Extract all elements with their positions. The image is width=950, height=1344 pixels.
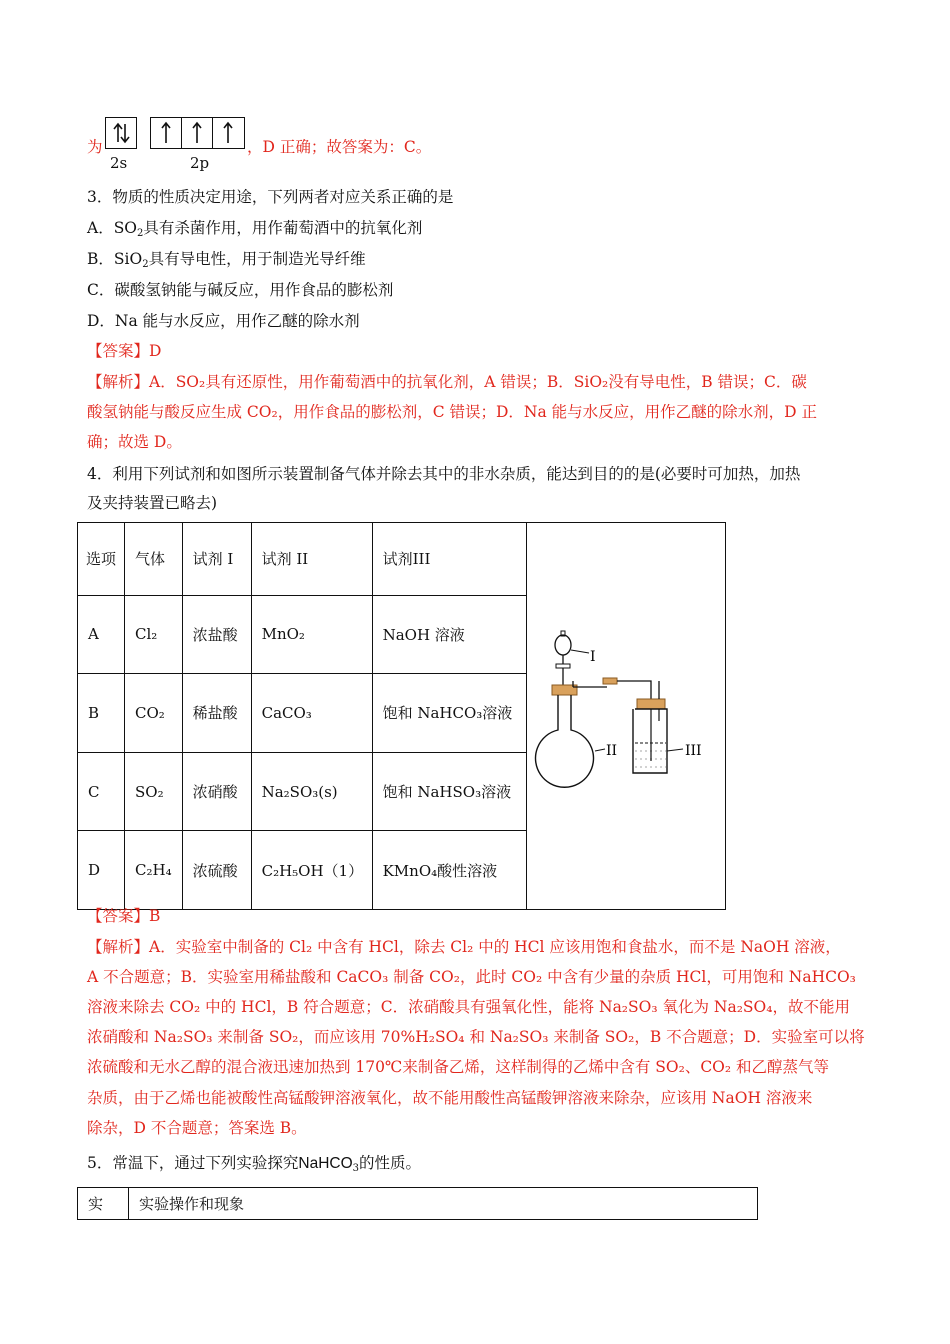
table-cell: 饱和 NaHSO₃溶液 [372,752,526,831]
table-cell: Na₂SO₃(s) [251,752,372,831]
q4-analysis-line: 溶液来除去 CO₂ 中的 HCl，B 符合题意；C．浓硝酸具有强氧化性，能将 Na₂SO₃ 氧化为 Na₂SO₄，故不能用 [87,998,850,1016]
table-cell: Cl₂ [125,595,183,674]
q4-analysis-line: 除杂，D 不合题意；答案选 B。 [87,1119,307,1137]
q3-option-a: A．$SO_2$具有杀菌作用，用作葡萄酒中的抗氧化剂 [87,219,423,239]
orbital-2p-box [150,117,245,149]
orbital-suffix: ，D 正确；故答案为：C。 [247,138,432,156]
paired-arrows-icon [106,118,136,148]
label-funnel: I [589,649,596,665]
table-cell: KMnO₄酸性溶液 [372,831,526,910]
orbital-2s-box [105,117,137,149]
table-cell: NaOH 溶液 [372,595,526,674]
table-cell: CO₂ [125,674,183,753]
table-cell: A [78,595,125,674]
q4-table [77,522,726,910]
q3-analysis-line: 确；故选 D。 [87,433,182,451]
q4-stem: 及夹持装置已略去) [87,494,218,512]
table-header: 气体 [125,523,183,596]
table-cell: C [78,752,125,831]
orbital-label-2p: 2p [190,154,210,172]
apparatus-diagram [527,523,725,905]
table-header-row [78,1188,758,1220]
q4-analysis-line: 【解析】A．实验室中制备的 Cl₂ 中含有 HCl，除去 Cl₂ 中的 HCl 应该用饱和食盐水，而不是 NaOH 溶液， [87,938,841,956]
table-cell: B [78,674,125,753]
table-header: 试剂 II [251,523,372,596]
orbital-label-2s: 2s [110,154,128,172]
table-header: 实 [78,1188,129,1220]
table-cell: C₂H₄ [125,831,183,910]
up-arrow-icon [151,118,182,148]
apparatus-diagram-cell [526,523,725,910]
table-header-row [78,523,726,596]
q3-analysis-line: 【解析】A．SO₂具有还原性，用作葡萄酒中的抗氧化剂，A 错误；B．SiO₂没有导电性，B 错误；C．碳 [87,373,807,391]
q3-analysis-line: 酸氢钠能与酸反应生成 CO₂，用作食品的膨松剂，C 错误；D．Na 能与水反应，用作乙醚的除水剂，D 正 [87,403,818,421]
table-header: 试剂III [372,523,526,596]
table-cell: 浓盐酸 [182,595,251,674]
label-flask: II [605,743,617,759]
q4-analysis-line: 杂质，由于乙烯也能被酸性高锰酸钾溶液氧化，故不能用酸性高锰酸钾溶液来除杂，应该用 NaOH 溶液来 [87,1089,813,1107]
up-arrow-icon [213,118,243,148]
q4-analysis-line: A 不合题意；B．实验室用稀盐酸和 CaCO₃ 制备 CO₂，此时 CO₂ 中含有少量的杂质 HCl，可用饱和 NaHCO₃ [87,968,856,986]
table-cell: 稀盐酸 [182,674,251,753]
q4-answer: 【答案】B [87,907,161,925]
up-arrow-icon [182,118,213,148]
table-cell: 饱和 NaHCO₃溶液 [372,674,526,753]
q3-option-b: B．SiO$_2$具有导电性，用于制造光导纤维 [87,250,366,270]
label-bottle: III [684,743,702,759]
table-cell: MnO₂ [251,595,372,674]
table-cell: 浓硝酸 [182,752,251,831]
q3-stem: 3．物质的性质决定用途，下列两者对应关系正确的是 [87,188,454,206]
q5-stem: 5．常温下，通过下列实验探究NaHCO$_3$的性质。 [87,1154,422,1174]
q4-analysis-line: 浓硝酸和 Na₂SO₃ 来制备 SO₂，而应该用 70%H₂SO₄ 和 Na₂SO₃ 来制备 SO₂，B 不合题意；D．实验室可以将 [87,1028,865,1046]
table-header: 试剂 I [182,523,251,596]
table-cell: 浓硫酸 [182,831,251,910]
orbital-prefix: 为 [87,138,103,156]
table-cell: D [78,831,125,910]
table-header: 实验操作和现象 [129,1188,758,1220]
q3-answer: 【答案】D [87,342,162,360]
q3-option-c: C．碳酸氢钠能与碱反应，用作食品的膨松剂 [87,281,394,299]
table-cell: C₂H₅OH（1） [251,831,372,910]
table-header: 选项 [78,523,125,596]
q4-stem: 4．利用下列试剂和如图所示装置制备气体并除去其中的非水杂质，能达到目的的是(必要时可加热，加热 [87,465,801,483]
q4-analysis-line: 浓硫酸和无水乙醇的混合液迅速加热到 170℃来制备乙烯，这样制得的乙烯中含有 SO₂、CO₂ 和乙醇蒸气等 [87,1058,830,1076]
q5-table [77,1187,758,1220]
q3-option-d: D．Na 能与水反应，用作乙醚的除水剂 [87,312,360,330]
table-cell: SO₂ [125,752,183,831]
table-cell: CaCO₃ [251,674,372,753]
